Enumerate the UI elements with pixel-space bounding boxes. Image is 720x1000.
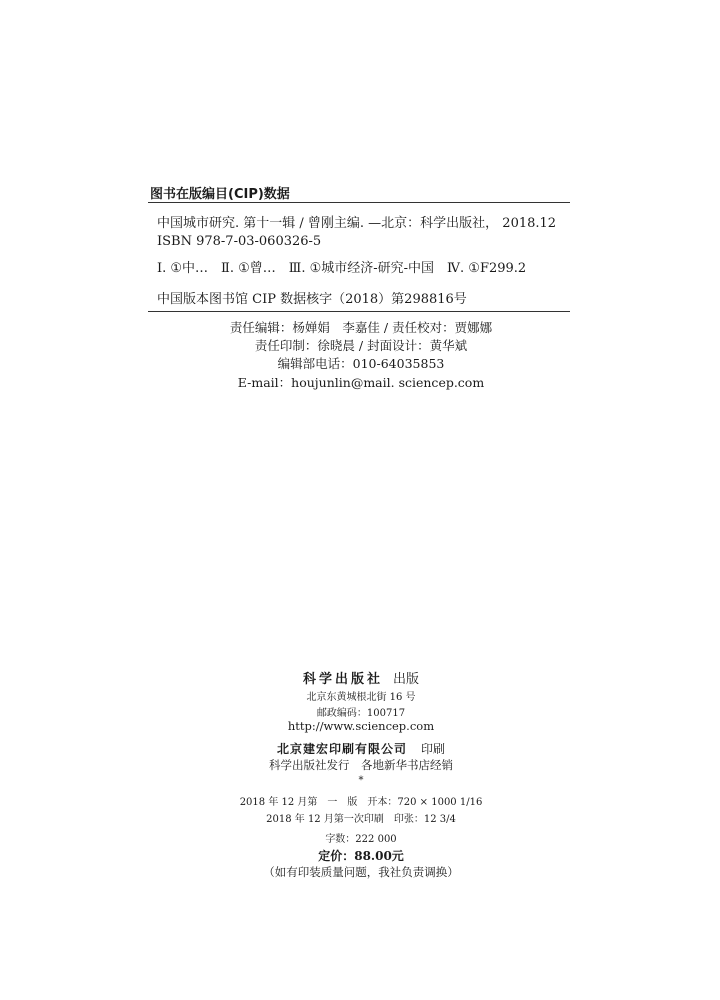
credits-print-design: 责任印制：徐晓晨 / 封面设计：黄华斌 <box>254 338 468 353</box>
quality-notice: （如有印装质量问题，我社负责调换） <box>263 865 459 879</box>
price-value: 88.00元 <box>354 849 404 863</box>
printing-line: 2018 年 12 月第一次印刷 印张：12 3/4 <box>266 814 456 825</box>
publisher-postcode: 邮政编码：100717 <box>316 708 406 719</box>
cip-approval-number: 中国版本图书馆 CIP 数据核字（2018）第298816号 <box>157 292 467 307</box>
cip-isbn-line: ISBN 978-7-03-060326-5 <box>157 234 322 249</box>
printer-line <box>150 738 572 757</box>
credits-email: E-mail：houjunlin@mail. sciencep.com <box>237 375 485 390</box>
separator-asterisk: * <box>358 775 364 786</box>
publisher-line <box>150 668 572 687</box>
word-count: 字数：222 000 <box>325 834 397 845</box>
credits-editors: 责任编辑：杨婵娟 李嘉佳 / 责任校对：贾娜娜 <box>229 320 493 335</box>
price-line <box>150 845 572 864</box>
cip-classification-line: Ⅰ. ①中… Ⅱ. ①曾… Ⅲ. ①城市经济-研究-中国 Ⅳ. ①F299.2 <box>157 261 527 276</box>
publisher-website: http://www.sciencep.com <box>287 719 435 733</box>
publisher-suffix: 出版 <box>393 672 420 687</box>
cip-bibliographic-line: 中国城市研究. 第十一辑 / 曾刚主编. —北京：科学出版社， 2018.12 <box>157 216 557 231</box>
bottom-rule <box>148 311 570 312</box>
publisher-address: 北京东黄城根北街 16 号 <box>306 692 416 703</box>
printer-name: 北京建宏印刷有限公司 <box>276 742 407 756</box>
credits-phone: 编辑部电话：010-64035853 <box>277 356 445 371</box>
cip-heading: 图书在版编目(CIP)数据 <box>150 187 290 202</box>
edition-line: 2018 年 12 月第 一 版 开本：720 × 1000 1/16 <box>239 797 483 808</box>
publisher-name: 科学出版社 <box>302 672 383 687</box>
top-rule <box>148 202 570 203</box>
price-label: 定价： <box>318 849 355 863</box>
printer-suffix: 印刷 <box>421 742 446 756</box>
distribution-line: 科学出版社发行 各地新华书店经销 <box>269 758 453 772</box>
